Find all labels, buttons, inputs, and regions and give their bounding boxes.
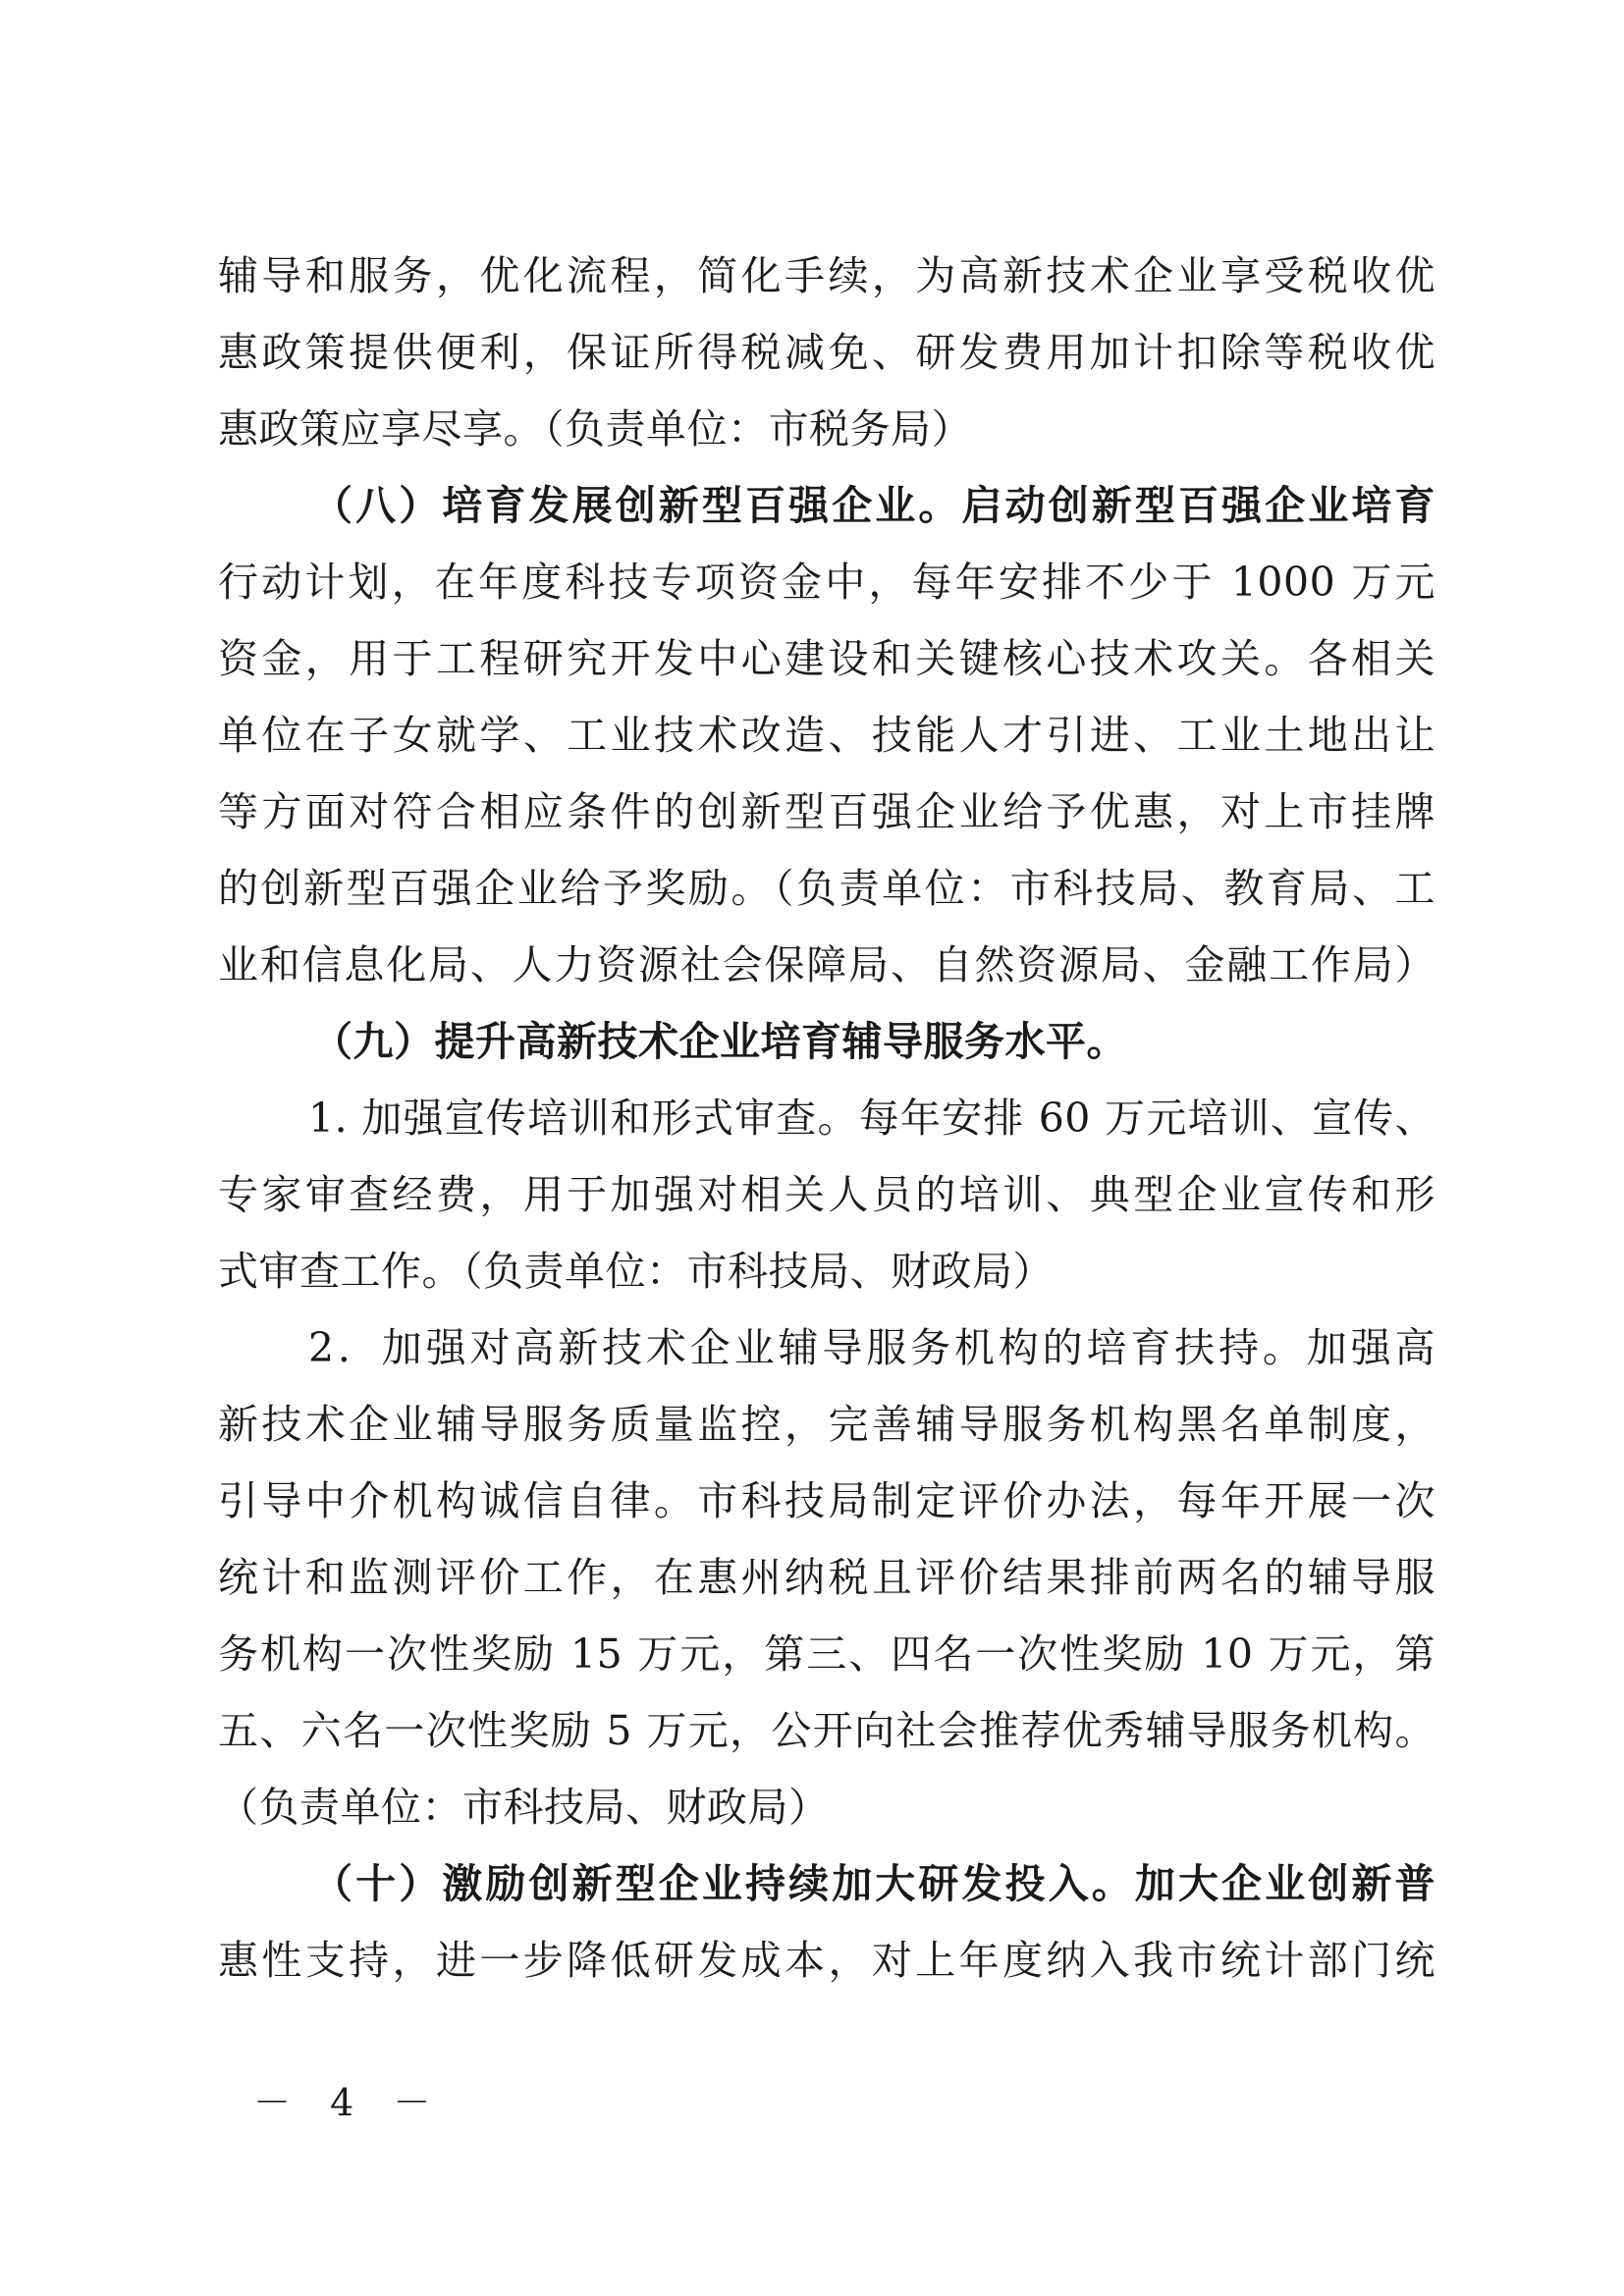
paragraph-line: 惠政策应享尽享。（负责单位：市税务局） (218, 405, 972, 453)
paragraph-line: 资金，用于工程研究开发中心建设和关键核心技术攻关。各相关 (218, 635, 1435, 682)
paragraph-line: 辅导和服务，优化流程，简化手续，为高新技术企业享受税收优 (218, 252, 1435, 299)
paragraph-line: 专家审查经费，用于加强对相关人员的培训、典型企业宣传和形 (218, 1171, 1435, 1218)
paragraph-line: 单位在子女就学、工业技术改造、技能人才引进、工业土地出让 (218, 712, 1435, 759)
paragraph-line: 五、六名一次性奖励 5 万元，公开向社会推荐优秀辅导服务机构。 (218, 1707, 1435, 1754)
paragraph-line: 新技术企业辅导服务质量监控，完善辅导服务机构黑名单制度， (218, 1401, 1435, 1448)
paragraph-line: （负责单位：市科技局、财政局） (218, 1784, 830, 1831)
section-heading-line: （九）提升高新技术企业培育辅导服务水平。 (312, 1018, 1127, 1065)
document-body (218, 238, 1435, 1999)
paragraph-line: 式审查工作。（负责单位：市科技局、财政局） (218, 1248, 1054, 1295)
paragraph-line: 业和信息化局、人力资源社会保障局、自然资源局、金融工作局） (218, 941, 1435, 988)
section-heading-line: （八）培育发展创新型百强企业。启动创新型百强企业培育 (312, 482, 1435, 529)
paragraph-line: 行动计划，在年度科技专项资金中，每年安排不少于 1000 万元 (218, 559, 1435, 606)
numbered-item-line: 2．加强对高新技术企业辅导服务机构的培育扶持。加强高 (308, 1324, 1435, 1371)
paragraph-line: 统计和监测评价工作，在惠州纳税且评价结果排前两名的辅导服 (218, 1554, 1435, 1601)
paragraph-line: 惠政策提供便利，保证所得税减免、研发费用加计扣除等税收优 (218, 329, 1435, 376)
paragraph-line: 引导中介机构诚信自律。市科技局制定评价办法，每年开展一次 (218, 1477, 1435, 1524)
paragraph-line: 惠性支持，进一步降低研发成本，对上年度纳入我市统计部门统 (218, 1937, 1435, 1984)
section-heading-line: （十）激励创新型企业持续加大研发投入。加大企业创新普 (312, 1860, 1435, 1907)
page-number: － 4 － (253, 2081, 445, 2124)
numbered-item-line: 1. 加强宣传培训和形式审查。每年安排 60 万元培训、宣传、 (308, 1095, 1435, 1142)
paragraph-line: 的创新型百强企业给予奖励。（负责单位：市科技局、教育局、工 (218, 865, 1435, 912)
paragraph-line: 务机构一次性奖励 15 万元，第三、四名一次性奖励 10 万元，第 (218, 1630, 1435, 1678)
paragraph-line: 等方面对符合相应条件的创新型百强企业给予优惠，对上市挂牌 (218, 788, 1435, 835)
